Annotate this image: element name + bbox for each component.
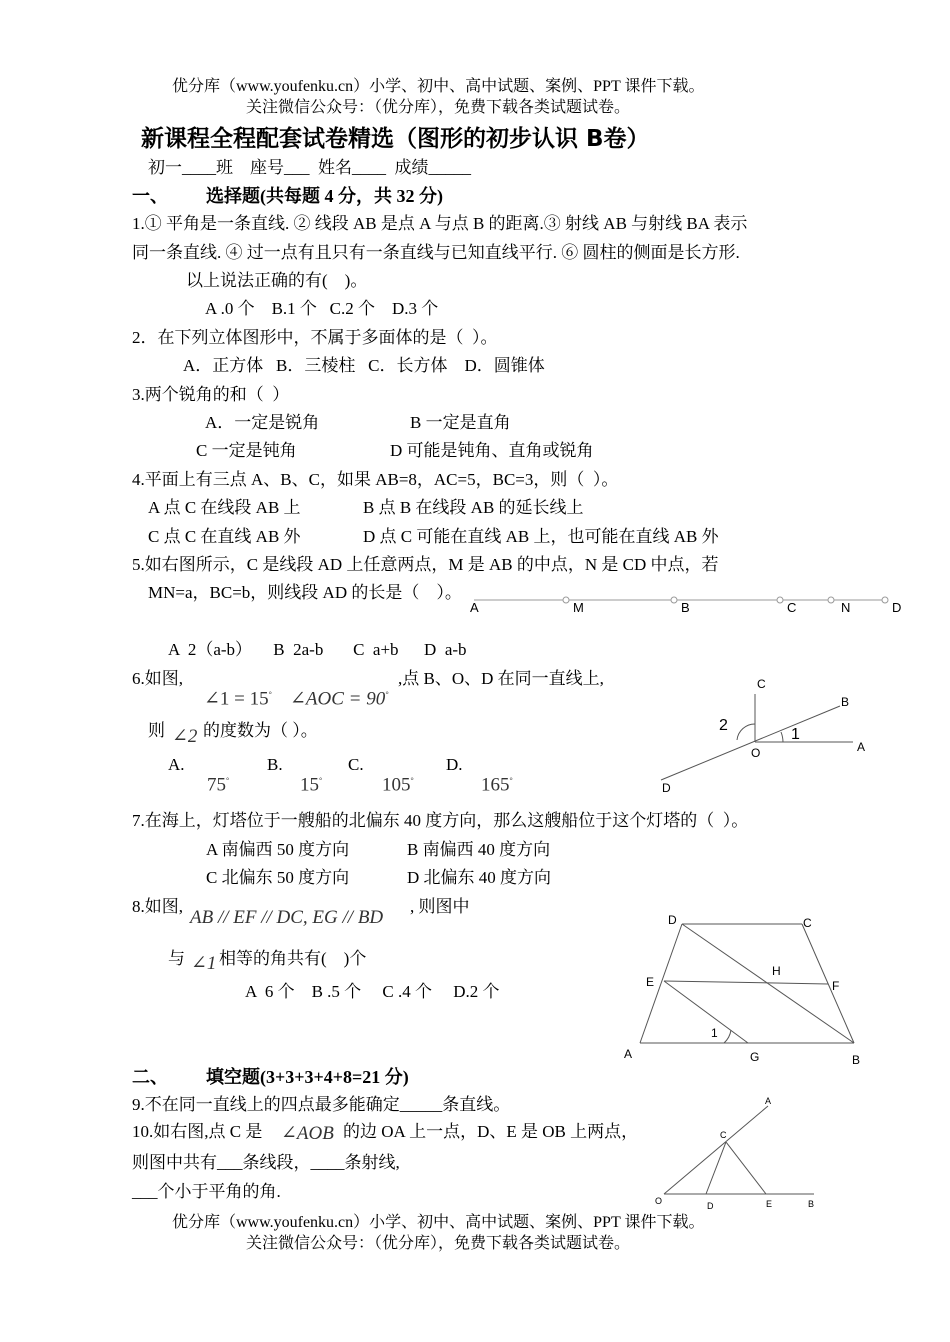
segment-eg <box>664 981 748 1043</box>
label-e: E <box>766 1199 773 1209</box>
q6-suffix: ,点 B、O、D 在同一直线上, <box>398 669 604 688</box>
label-c: C <box>757 677 766 691</box>
label-g: G <box>750 1050 760 1064</box>
q4-option-b: B 点 B 在线段 AB 的延长线上 <box>363 498 584 517</box>
label-angle-1: 1 <box>711 1026 718 1040</box>
q6-opt-d-letter: D. <box>446 755 463 774</box>
section-2-number: 二、 <box>132 1067 168 1087</box>
q3-option-b: B 一定是直角 <box>410 413 511 432</box>
label-d: D <box>892 600 902 615</box>
ray-oa <box>664 1106 768 1194</box>
label-o: O <box>655 1196 663 1206</box>
q10-post: 的边 OA 上一点，D、E 是 OB 上两点， <box>343 1122 639 1141</box>
q3-stem: 3.两个锐角的和（ ） <box>132 385 290 404</box>
q5-options: A 2（a-b） B 2a-b C a+b D a-b <box>168 640 467 659</box>
label-b: B <box>841 695 850 709</box>
label-a: A <box>765 1096 772 1106</box>
label-angle-2: 2 <box>719 717 728 734</box>
q8-options: A 6 个 B .5 个 C .4 个 D.2 个 <box>245 982 500 1001</box>
q3-option-a: A．一定是锐角 <box>205 413 320 432</box>
q5-line-1: 5.如右图所示，C 是线段 AD 上任意两点，M 是 AB 的中点，N 是 CD 中点，若 <box>132 555 719 574</box>
q8-trapezoid-figure <box>620 908 870 1072</box>
footer-line-1: 优分库（www.youfenku.cn）小学、初中、高中试题、案例、PPT 课件下载。 <box>172 1214 705 1231</box>
q9-text: 9.不在同一直线上的四点最多能确定_____条直线。 <box>132 1095 511 1114</box>
q2-stem: 2．在下列立体图形中，不属于多面体的是（ ）。 <box>132 328 498 347</box>
q6-line2-pre: 则 <box>148 721 165 740</box>
label-n: N <box>841 600 851 615</box>
point-b <box>671 597 677 603</box>
q6-opt-a-letter: A. <box>168 755 185 774</box>
q8-line2-post: 相等的角共有( )个 <box>219 949 367 968</box>
angle-1-arc <box>781 732 783 742</box>
q1-line-3: 以上说法正确的有( )。 <box>186 271 368 290</box>
q7-option-d: D 北偏东 40 度方向 <box>407 868 552 887</box>
q6-opt-a-value: 75° <box>207 774 230 796</box>
label-m: M <box>573 600 584 615</box>
q10-angle-aob: ∠AOB <box>281 1123 334 1144</box>
student-info-line: 初一____班 座号___ 姓名____ 成绩_____ <box>148 158 471 177</box>
q3-option-c: C 一定是钝角 <box>196 441 297 460</box>
q6-opt-d-value: 165° <box>481 774 513 796</box>
label-a: A <box>857 740 866 754</box>
q10-line-3: ___个小于平角的角. <box>132 1182 281 1201</box>
q3-option-d: D 可能是钝角、直角或锐角 <box>390 441 594 460</box>
q2-options: A．正方体 B．三棱柱 C．长方体 D．圆锥体 <box>183 356 545 375</box>
q10-angle-figure <box>650 1092 830 1216</box>
label-angle-1: 1 <box>791 726 800 743</box>
segment-ef <box>664 981 828 984</box>
q7-option-b: B 南偏西 40 度方向 <box>407 840 551 859</box>
q6-angle-figure <box>655 672 880 802</box>
label-e: E <box>646 975 655 989</box>
point-m <box>563 597 569 603</box>
q10-pre: 10.如右图,点 C 是 <box>132 1122 263 1141</box>
q6-prefix: 6.如图, <box>132 669 183 688</box>
q6-opt-c-letter: C. <box>348 755 364 774</box>
q8-line2-pre: 与 <box>168 949 185 968</box>
label-b: B <box>808 1199 815 1209</box>
q10-line-2: 则图中共有___条线段，____条射线, <box>132 1153 400 1172</box>
label-c: C <box>720 1130 727 1140</box>
label-a: A <box>470 600 479 615</box>
q4-option-c: C 点 C 在直线 AB 外 <box>148 527 301 546</box>
q6-opt-b-value: 15° <box>300 774 323 796</box>
point-n <box>828 597 834 603</box>
label-o: O <box>751 746 761 760</box>
q6-opt-b-letter: B. <box>267 755 283 774</box>
section-1-heading: 选择题(共每题 4 分，共 32 分) <box>206 186 443 206</box>
q6-angle-1: ∠1 = 15° <box>204 688 272 710</box>
q7-option-c: C 北偏东 50 度方向 <box>206 868 350 887</box>
label-h: H <box>772 964 781 978</box>
q6-angle-aoc: ∠AOC = 90° <box>290 688 389 710</box>
label-f: F <box>832 979 840 993</box>
label-c: C <box>787 600 797 615</box>
q4-option-d: D 点 C 可能在直线 AB 上，也可能在直线 AB 外 <box>363 527 719 546</box>
q4-option-a: A 点 C 在线段 AB 上 <box>148 498 301 517</box>
footer-line-2: 关注微信公众号：（优分库），免费下载各类试题试卷。 <box>246 1235 631 1252</box>
q8-angle-1: ∠1 <box>191 953 217 974</box>
q6-opt-c-value: 105° <box>382 774 414 796</box>
q1-line-2: 同一条直线. ④ 过一点有且只有一条直线与已知直线平行. ⑥ 圆柱的侧面是长方形. <box>132 243 740 262</box>
q4-stem: 4.平面上有三点 A、B、C，如果 AB=8，AC=5，BC=3，则（ ）。 <box>132 470 619 489</box>
point-d <box>882 597 888 603</box>
label-b: B <box>852 1053 861 1067</box>
label-a: A <box>624 1047 633 1061</box>
label-c: C <box>803 916 812 930</box>
q7-option-a: A 南偏西 50 度方向 <box>206 840 350 859</box>
line-bd <box>661 706 840 780</box>
page-title: 新课程全程配套试卷精选（图形的初步认识 B卷） <box>141 126 650 152</box>
q6-line2-post: 的度数为（ ）。 <box>203 721 318 740</box>
segment-ce <box>726 1142 766 1194</box>
label-d: D <box>662 781 671 795</box>
header-line-2: 关注微信公众号：（优分库），免费下载各类试题试卷。 <box>246 99 631 116</box>
q5-line-2: MN=a，BC=b，则线段 AD 的长是（ ）。 <box>148 583 462 602</box>
q1-line-1: 1.① 平角是一条直线. ② 线段 AB 是点 A 与点 B 的距离.③ 射线 AB 与射线 BA 表示 <box>132 214 748 233</box>
q8-parallel-math: AB // EF // DC, EG // BD <box>190 907 384 928</box>
q8-prefix: 8.如图, <box>132 897 183 916</box>
q5-segment-figure <box>460 592 910 618</box>
section-2-heading: 填空题(3+3+3+4+8=21 分) <box>206 1067 409 1087</box>
q7-stem: 7.在海上，灯塔位于一艘船的北偏东 40 度方向，那么这艘船位于这个灯塔的（ ）。 <box>132 811 749 830</box>
section-1-number: 一、 <box>132 186 168 206</box>
q1-options: A .0 个 B.1 个 C.2 个 D.3 个 <box>205 299 439 318</box>
angle-1-arc <box>724 1030 731 1043</box>
label-d: D <box>668 913 677 927</box>
angle-2-arc <box>737 724 755 740</box>
label-d: D <box>707 1201 714 1211</box>
q6-angle-2: ∠2 <box>172 726 198 747</box>
label-b: B <box>681 600 690 615</box>
header-line-1: 优分库（www.youfenku.cn）小学、初中、高中试题、案例、PPT 课件下载。 <box>172 78 705 95</box>
q8-suffix: , 则图中 <box>410 897 470 916</box>
point-c <box>777 597 783 603</box>
